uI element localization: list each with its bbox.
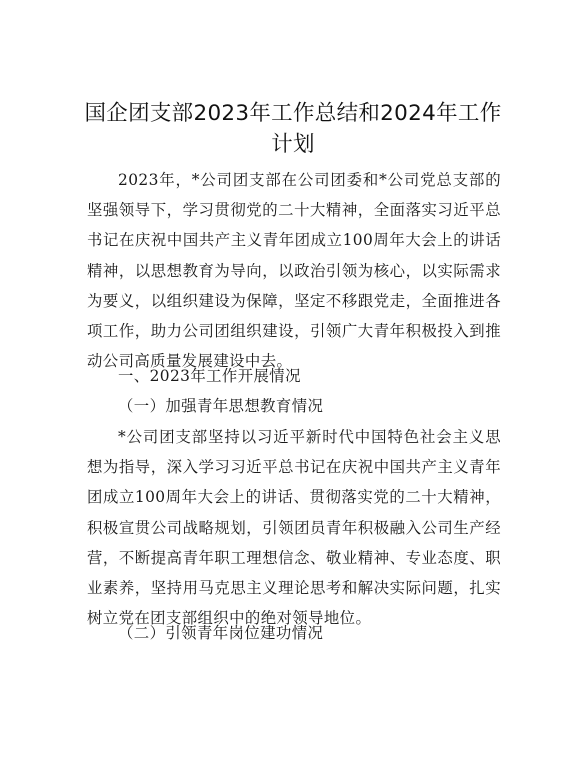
document-title: 国企团支部2023年工作总结和2024年工作计划 bbox=[84, 101, 502, 157]
subsection-heading-1: （一）加强青年思想教育情况 bbox=[118, 397, 324, 415]
subsection-paragraph-1: *公司团支部坚持以习近平新时代中国特色社会主义思想为指导，深入学习习近平总书记在庆祝中国共产主义青年团成立100周年大会上的讲话、贯彻落实党的二十大精神，积极宣贯公司战略规划，引领团员青年积极融入公司生产经营，不断提高青年职工理想信念、敬业精神、专业态度、职业素养，坚持用马克思主义理论思考和解决实际问题，扎实树立党在团支部组织中的绝对领导地位。 bbox=[87, 428, 501, 628]
subsection-heading-2: （二）引领青年岗位建功情况 bbox=[118, 624, 324, 642]
intro-paragraph: 2023年，*公司团支部在公司团委和*公司党总支部的坚强领导下，学习贯彻党的二十大精神，全面落实习近平总书记在庆祝中国共产主义青年团成立100周年大会上的讲话精神，以思想教育为导向，以政治引领为核心，以实际需求为要义，以组织建设为保障，坚定不移跟党走，全面推进各项工作，助力公司团组织建设，引领广大青年积极投入到推动公司高质量发展建设中去。 bbox=[87, 171, 501, 371]
section-heading-1: 一、2023年工作开展情况 bbox=[118, 367, 301, 385]
